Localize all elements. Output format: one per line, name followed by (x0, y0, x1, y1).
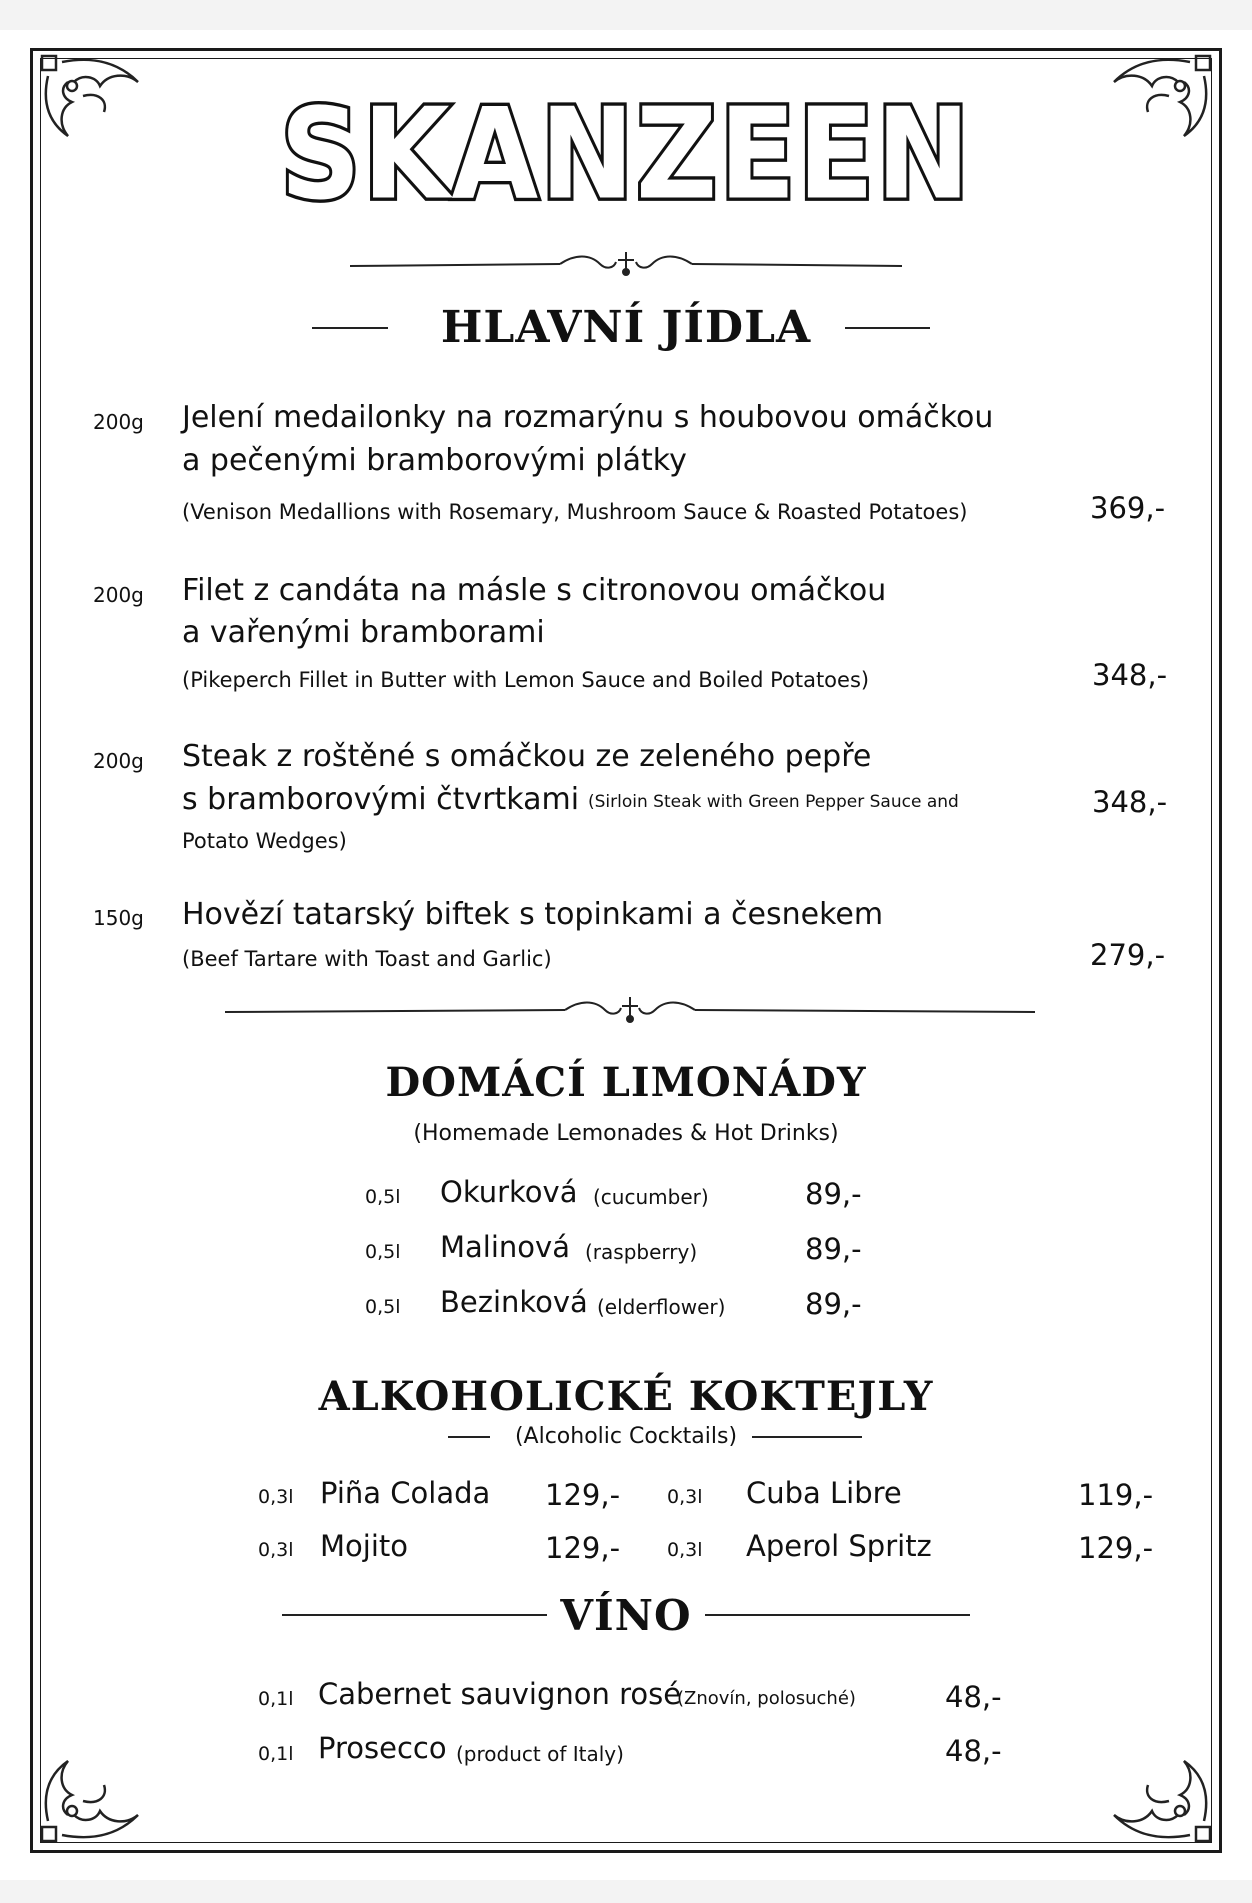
drink-price: 89,- (805, 1177, 862, 1211)
section-title-lemonades: DOMÁCÍ LIMONÁDY (385, 1059, 867, 1106)
section-subtitle-lemonades: (Homemade Lemonades & Hot Drinks) (413, 1121, 839, 1146)
dish-price: 279,- (1090, 938, 1166, 972)
dish-name-line2: s bramborovými čtvrtkami (182, 782, 580, 817)
cocktail-volume: 0,3l (667, 1486, 703, 1508)
brand-logo: SKANZEEN (280, 81, 972, 228)
cocktail-name: Aperol Spritz (746, 1529, 932, 1563)
cocktail-volume: 0,3l (667, 1539, 703, 1561)
dish-name-line1: Jelení medailonky na rozmarýnu s houbovou omáčkou (182, 400, 994, 435)
section-title-wine: VÍNO (560, 1591, 692, 1640)
dish-weight: 150g (93, 906, 144, 930)
cocktail-name: Piña Colada (320, 1476, 491, 1510)
dish-weight: 200g (93, 749, 144, 773)
wine-price: 48,- (945, 1734, 1002, 1768)
dish-english-line3: Potato Wedges) (182, 829, 347, 853)
flourish-divider-middle (225, 995, 1035, 1025)
cocktail-name: Cuba Libre (746, 1476, 902, 1510)
dish-weight: 200g (93, 583, 144, 607)
drink-volume: 0,5l (365, 1186, 401, 1208)
wine-name: Prosecco (318, 1731, 447, 1765)
dish-english: (Beef Tartare with Toast and Garlic) (182, 947, 552, 971)
drink-price: 89,- (805, 1287, 862, 1321)
drink-english: (cucumber) (593, 1185, 709, 1209)
wine-volume: 0,1l (258, 1743, 294, 1765)
dish-price: 369,- (1090, 491, 1166, 525)
wine-price: 48,- (945, 1680, 1002, 1714)
dish-name-line1: Steak z roštěné s omáčkou ze zeleného pepře (182, 739, 872, 774)
wine-volume: 0,1l (258, 1688, 294, 1710)
dish-english: (Pikeperch Fillet in Butter with Lemon Sauce and Boiled Potatoes) (182, 668, 870, 692)
section-title-main-dishes: HLAVNÍ JÍDLA (440, 302, 812, 353)
drink-volume: 0,5l (365, 1241, 401, 1263)
drink-name: Malinová (440, 1230, 570, 1264)
cocktail-volume: 0,3l (258, 1539, 294, 1561)
cocktail-price: 129,- (1078, 1531, 1154, 1565)
dish-english: (Venison Medallions with Rosemary, Mushroom Sauce & Roasted Potatoes) (182, 500, 968, 524)
cocktail-volume: 0,3l (258, 1486, 294, 1508)
flourish-divider-top (350, 250, 902, 278)
cocktail-price: 129,- (545, 1478, 621, 1512)
drink-english: (elderflower) (597, 1295, 726, 1319)
wine-english: (product of Italy) (456, 1742, 624, 1766)
dish-name-line2: a pečenými bramborovými plátky (182, 443, 687, 478)
dish-name-line1: Hovězí tatarský biftek s topinkami a česnekem (182, 897, 884, 932)
drink-name: Bezinková (440, 1285, 588, 1319)
corner-ornament-bottom-right (1104, 1755, 1214, 1845)
section-title-cocktails: ALKOHOLICKÉ KOKTEJLY (318, 1373, 934, 1420)
section-subtitle-cocktails: (Alcoholic Cocktails) (514, 1424, 738, 1449)
drink-volume: 0,5l (365, 1296, 401, 1318)
dish-name-line1: Filet z candáta na másle s citronovou omáčkou (182, 573, 887, 608)
dish-name-line2: a vařenými bramborami (182, 615, 545, 650)
drink-price: 89,- (805, 1232, 862, 1266)
dish-price: 348,- (1092, 785, 1168, 819)
wine-english: (Znovín, polosuché) (677, 1688, 856, 1709)
dish-weight: 200g (93, 410, 144, 434)
drink-name: Okurková (440, 1175, 578, 1209)
wine-name: Cabernet sauvignon rosé (318, 1677, 682, 1711)
cocktail-price: 119,- (1078, 1478, 1154, 1512)
cocktail-price: 129,- (545, 1531, 621, 1565)
corner-ornament-bottom-left (38, 1755, 148, 1845)
cocktail-name: Mojito (320, 1529, 408, 1563)
dish-english-inline: (Sirloin Steak with Green Pepper Sauce and (588, 792, 959, 812)
drink-english: (raspberry) (585, 1240, 698, 1264)
dish-price: 348,- (1092, 658, 1168, 692)
